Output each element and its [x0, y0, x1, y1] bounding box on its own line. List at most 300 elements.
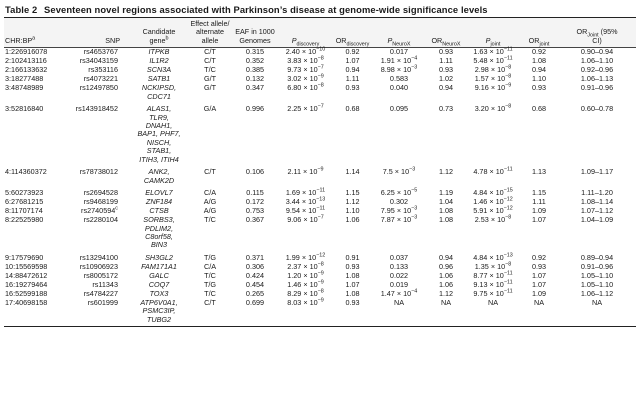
cell-chr-bp: 1:226916078 — [5, 47, 48, 57]
cell-effect-allele: C/A — [203, 188, 217, 198]
cell-or-joint: 0.94 — [531, 65, 547, 75]
cell-effect-allele: C/T — [188, 298, 232, 326]
cell-or-joint: 1.07 — [531, 270, 547, 280]
cell-chr-bp: 14:88472612 — [5, 270, 48, 280]
cell-or-joint-ci: 1.05–1.10 — [580, 279, 614, 289]
cell-p-joint-exponent: −11 — [503, 166, 513, 173]
cell-p-discovery-times-ten: × 10 — [301, 288, 318, 298]
cell-or-discovery: 0.93 — [345, 83, 360, 93]
cell-snp-id: rs2694528 — [83, 188, 118, 198]
cell-effect-allele: T/C — [204, 65, 216, 75]
cell-p-discovery-mantissa: 1.99 — [285, 252, 300, 262]
cell-or-neurox: 1.06 — [438, 279, 454, 289]
cell-p-neurox-mantissa: 0.095 — [389, 104, 409, 114]
cell-or-neurox: 0.93 — [438, 47, 454, 57]
cell-or-discovery: 0.94 — [345, 65, 360, 75]
cell-p-neurox-times-ten: × 10 — [394, 188, 412, 198]
cell-p-discovery — [278, 298, 333, 326]
cell-p-discovery-times-ten: × 10 — [299, 252, 317, 262]
cell-snp-id: rs353116 — [88, 65, 118, 75]
cell-or-joint-ci: NA — [558, 298, 636, 326]
cell-p-discovery-times-ten: × 10 — [300, 188, 317, 198]
gene-name: ITIH3, ITIH4 — [139, 154, 179, 164]
cell-p-discovery-exponent: −11 — [316, 187, 326, 194]
cell-snp-id: rs11343 — [92, 279, 118, 289]
cell-or-joint-ci: 1.04–1.09 — [580, 215, 614, 225]
gene-name: NISCH, — [146, 137, 172, 147]
cell-p-joint-times-ten: × 10 — [488, 65, 506, 75]
cell-p-discovery-mantissa: 8.03 — [287, 297, 302, 307]
cell-or-joint: 0.93 — [531, 83, 547, 93]
cell-p-discovery — [278, 164, 333, 185]
gene-name: GALC — [149, 270, 169, 280]
cell-p-joint-mantissa: 5.91 — [473, 206, 488, 216]
cell-or-joint-ci: 0.91–0.96 — [580, 83, 614, 93]
table-row — [4, 164, 636, 185]
cell-p-neurox-times-ten: × 10 — [394, 215, 412, 225]
cell-p-discovery-exponent: −10 — [316, 46, 326, 53]
cell-p-neurox-times-ten: × 10 — [394, 56, 412, 66]
cell-p-neurox-mantissa: 0.133 — [389, 261, 409, 271]
cell-p-neurox — [372, 101, 426, 164]
cell-snp-id: rs4073221 — [83, 74, 118, 84]
cell-chr-bp: 16:52599188 — [5, 288, 48, 298]
cell-p-joint-exponent: −11 — [503, 279, 513, 286]
cell-p-joint-times-ten: × 10 — [488, 104, 506, 114]
cell-p-neurox — [372, 298, 426, 326]
cell-p-joint-times-ten: × 10 — [487, 56, 504, 66]
cell-candidate-gene — [130, 164, 188, 185]
col-header-p-neurox: $P_{NeuroX}$ — [372, 18, 426, 48]
cell-candidate-gene — [130, 280, 188, 289]
cell-or-joint-ci: 1.06–1.12 — [580, 288, 614, 298]
cell-p-neurox — [372, 185, 426, 197]
gene-name: TOX3 — [149, 288, 169, 298]
cell-p-discovery-mantissa: 2.11 — [287, 167, 302, 177]
cell-candidate-gene — [130, 289, 188, 298]
cell-p-discovery-times-ten: × 10 — [301, 65, 318, 75]
cell-p-joint-times-ten: × 10 — [487, 188, 504, 198]
cell-or-neurox: 1.08 — [438, 206, 454, 216]
cell-p-joint — [466, 216, 520, 250]
cell-p-discovery-exponent: −9 — [317, 297, 324, 304]
cell-or-joint: 0.93 — [531, 261, 547, 271]
cell-p-discovery — [278, 250, 333, 262]
cell-p-discovery-times-ten: × 10 — [299, 197, 317, 207]
cell-or-neurox: 1.19 — [438, 188, 454, 198]
cell-candidate-gene — [130, 262, 188, 271]
cell-or-neurox: 1.04 — [438, 197, 454, 207]
cell-or-discovery: 1.11 — [345, 74, 360, 84]
gene-name: SH3GL2 — [145, 252, 173, 262]
cell-or-discovery: 0.68 — [345, 104, 360, 114]
cell-p-joint-times-ten: × 10 — [487, 288, 504, 298]
cell-p-discovery-mantissa: 9.54 — [285, 206, 301, 216]
cell-chr-bp: 8:11707174 — [5, 206, 43, 216]
gene-name: IL1R2 — [149, 56, 169, 66]
cell-p-discovery-exponent: −8 — [317, 82, 324, 89]
cell-candidate-gene — [130, 84, 188, 101]
cell-snp — [66, 216, 130, 250]
cell-p-joint-mantissa: 9.13 — [473, 279, 488, 289]
cell-p-discovery-exponent: −7 — [317, 64, 324, 71]
table-row — [4, 101, 636, 164]
cell-eaf: 0.753 — [245, 206, 265, 216]
cell-effect-allele: T/G — [203, 279, 217, 289]
cell-p-joint-mantissa: 5.48 — [473, 56, 488, 66]
cell-or-neurox: 1.06 — [438, 270, 454, 280]
cell-or-neurox: NA — [426, 298, 466, 326]
cell-p-discovery-exponent: −13 — [316, 196, 326, 203]
cell-or-joint-ci: 1.07–1.12 — [580, 206, 614, 216]
cell-eaf: 0.265 — [245, 288, 265, 298]
cell-p-neurox-exponent: −4 — [411, 288, 418, 295]
cell-chr-bp: 10:15569598 — [5, 261, 48, 271]
cell-p-joint-times-ten: × 10 — [487, 206, 504, 216]
cell-p-joint-exponent: −9 — [505, 82, 512, 89]
cell-p-joint-mantissa: 1.63 — [473, 47, 488, 57]
cell-p-discovery — [278, 101, 333, 164]
cell-or-joint: 0.68 — [531, 104, 547, 114]
cell-p-neurox-mantissa: 6.25 — [380, 188, 395, 198]
cell-p-joint-times-ten: × 10 — [487, 279, 504, 289]
cell-effect-allele: G/A — [203, 104, 217, 114]
cell-effect-allele: C/T — [204, 56, 216, 66]
cell-p-discovery-mantissa: 1.46 — [287, 279, 302, 289]
col-header-snp: SNP — [66, 18, 130, 48]
col-header-or-joint-ci: $OR_{Joint}$ (95% CI) — [558, 18, 636, 48]
col-header-candidate-gene: Candidate gene$^b$ — [130, 18, 188, 48]
cell-chr-bp: 8:22525980 — [5, 215, 44, 225]
cell-or-neurox: 0.73 — [438, 104, 454, 114]
cell-chr-bp: 3:48748989 — [5, 83, 44, 93]
cell-p-joint — [466, 250, 520, 262]
gene-name: COQ7 — [148, 279, 170, 289]
cell-p-discovery-mantissa: 1.69 — [285, 188, 301, 198]
cell-p-joint-mantissa: 2.98 — [474, 65, 489, 75]
cell-p-discovery-exponent: −9 — [317, 73, 324, 80]
cell-p-discovery-mantissa: 9.73 — [287, 65, 302, 75]
cell-p-neurox-exponent: −3 — [409, 166, 416, 173]
gene-name: PDLIM2, — [144, 223, 174, 233]
cell-p-joint-exponent: −12 — [503, 196, 513, 203]
cell-snp-id: rs4784227 — [83, 288, 118, 298]
gene-name: BIN3 — [150, 240, 168, 250]
cell-candidate-gene — [130, 216, 188, 250]
cell-eaf: 0.352 — [245, 56, 265, 66]
gene-name: NCKIPSD, — [141, 83, 177, 93]
cell-or-joint-ci: 0.89–0.94 — [580, 252, 614, 262]
gene-name: SORBS3, — [143, 215, 175, 225]
cell-or-discovery: 1.08 — [345, 288, 360, 298]
cell-p-neurox-exponent: −5 — [411, 187, 418, 194]
gene-name: FAM171A1 — [141, 261, 177, 271]
cell-p-discovery-exponent: −7 — [317, 214, 324, 221]
gene-name: STAB1, — [146, 146, 172, 156]
gene-name: ELOVL7 — [145, 188, 173, 198]
cell-p-discovery-times-ten: × 10 — [301, 215, 318, 225]
table-row — [4, 84, 636, 101]
cell-p-discovery-times-ten: × 10 — [301, 297, 318, 307]
table-header — [4, 18, 636, 48]
cell-p-neurox-mantissa: 0.583 — [389, 74, 409, 84]
table-caption — [5, 4, 636, 15]
gene-name: SCN3A — [146, 65, 172, 75]
cell-snp — [66, 250, 130, 262]
cell-p-joint-mantissa: 1.46 — [473, 197, 488, 207]
cell-eaf: 0.996 — [245, 104, 265, 114]
cell-p-discovery-times-ten: × 10 — [300, 206, 317, 216]
cell-eaf: 0.424 — [245, 270, 265, 280]
cell-eaf: 0.385 — [245, 65, 265, 75]
cell-effect-allele: A/G — [203, 197, 217, 207]
cell-p-joint-exponent: −11 — [503, 288, 513, 295]
cell-p-joint-mantissa: 4.84 — [473, 252, 488, 262]
cell-p-joint — [466, 101, 520, 164]
col-header-or-neurox: $OR_{NeuroX}$ — [426, 18, 466, 48]
cell-or-joint: 1.08 — [531, 56, 547, 66]
cell-p-discovery-mantissa: 3.02 — [287, 74, 302, 84]
cell-p-joint-exponent: −11 — [503, 46, 513, 53]
cell-or-joint: 1.07 — [531, 215, 547, 225]
cell-p-neurox-mantissa: 0.302 — [389, 197, 409, 207]
table-label: Table 2 — [5, 4, 38, 15]
cell-p-joint-times-ten: × 10 — [488, 261, 506, 271]
cell-effect-allele: A/G — [203, 206, 217, 216]
cell-p-joint-times-ten: × 10 — [488, 74, 506, 84]
cell-p-joint-mantissa: 2.53 — [474, 215, 489, 225]
cell-p-discovery-exponent: −8 — [317, 55, 324, 62]
cell-or-joint: 1.13 — [531, 167, 547, 177]
cell-p-neurox-mantissa: 0.037 — [389, 252, 409, 262]
gene-name: ITPKB — [148, 47, 170, 57]
cell-eaf: 0.315 — [245, 47, 265, 57]
cell-p-joint-exponent: −8 — [505, 103, 512, 110]
cell-eaf: 0.106 — [245, 167, 265, 177]
cell-p-joint-mantissa: 1.57 — [474, 74, 489, 84]
cell-p-neurox-mantissa: 7.5 — [382, 167, 393, 177]
cell-or-neurox: 0.96 — [438, 261, 454, 271]
cell-or-joint-ci: 1.06–1.10 — [580, 56, 614, 66]
results-table — [4, 17, 636, 327]
cell-eaf: 0.115 — [246, 188, 264, 198]
cell-eaf: 0.306 — [245, 261, 265, 271]
cell-p-discovery-mantissa: 6.80 — [287, 83, 302, 93]
cell-or-discovery: 1.12 — [345, 197, 360, 207]
cell-p-joint-times-ten: × 10 — [487, 167, 504, 177]
cell-p-joint-exponent: −15 — [503, 187, 513, 194]
cell-p-joint — [466, 164, 520, 185]
cell-p-joint-exponent: −8 — [505, 73, 512, 80]
cell-eaf: 0.699 — [232, 298, 278, 326]
cell-snp-id: rs143918452 — [75, 104, 118, 114]
cell-or-discovery: 1.08 — [345, 270, 360, 280]
col-header-or-joint: $OR_{joint}$ — [520, 18, 558, 48]
gene-name: TUBG2 — [146, 314, 172, 324]
cell-or-neurox: 0.94 — [438, 252, 454, 262]
cell-p-neurox — [372, 84, 426, 101]
cell-or-discovery: 1.07 — [345, 279, 360, 289]
cell-effect-allele: C/A — [203, 261, 217, 271]
cell-p-joint-times-ten: × 10 — [487, 252, 504, 262]
cell-or-joint: 0.92 — [531, 252, 547, 262]
cell-p-joint-times-ten: × 10 — [487, 47, 504, 57]
col-header-or-discovery: $OR_{discovery}$ — [333, 18, 372, 48]
cell-p-discovery-mantissa: 8.29 — [287, 288, 302, 298]
cell-or-discovery: 0.91 — [345, 252, 360, 262]
cell-p-joint — [466, 298, 520, 326]
cell-p-neurox-mantissa: 0.019 — [389, 279, 409, 289]
cell-or-joint-ci: 0.91–0.96 — [580, 261, 614, 271]
cell-chr-bp: 6:27681215 — [5, 197, 44, 207]
cell-p-neurox-times-ten: × 10 — [394, 288, 412, 298]
cell-p-joint-exponent: −11 — [503, 270, 513, 277]
cell-p-neurox-mantissa: 7.87 — [380, 215, 395, 225]
col-header-eaf: EAF in 1000 Genomes — [232, 18, 278, 48]
cell-p-neurox-exponent: −3 — [411, 205, 418, 212]
gene-name: SATB1 — [147, 74, 171, 84]
cell-p-discovery-exponent: −12 — [316, 252, 326, 259]
cell-or-discovery: 0.93 — [345, 261, 360, 271]
cell-p-joint-exponent: −11 — [503, 55, 513, 62]
cell-p-discovery-exponent: −9 — [317, 166, 324, 173]
cell-or-discovery: 1.07 — [345, 56, 360, 66]
cell-p-discovery-mantissa: 2.37 — [287, 261, 302, 271]
cell-or-neurox: 1.08 — [438, 215, 454, 225]
gene-name: TLR9, — [149, 112, 169, 122]
cell-p-joint-mantissa: 4.78 — [473, 167, 488, 177]
cell-p-discovery-times-ten: × 10 — [301, 83, 318, 93]
cell-p-neurox-mantissa: 0.040 — [389, 83, 409, 93]
cell-p-neurox-times-ten: × 10 — [394, 206, 412, 216]
cell-p-neurox-mantissa: 1.47 — [380, 288, 395, 298]
cell-or-joint-ci: 0.92–0.96 — [580, 65, 614, 75]
cell-eaf: 0.347 — [245, 83, 265, 93]
cell-or-joint-ci: 0.60–0.78 — [580, 104, 614, 114]
cell-p-joint-mantissa: NA — [487, 297, 499, 307]
table-row — [4, 298, 636, 326]
cell-or-neurox: 1.12 — [438, 167, 454, 177]
cell-effect-allele: T/C — [204, 270, 216, 280]
gene-name: PSMC3IP, — [142, 306, 176, 316]
cell-p-neurox-times-ten: × 10 — [394, 65, 412, 75]
cell-effect-allele: G/T — [203, 83, 217, 93]
cell-p-joint-mantissa: 3.20 — [474, 104, 489, 114]
cell-p-neurox-exponent: −3 — [411, 64, 418, 71]
gene-name: ATP6V0A1, — [140, 297, 178, 307]
cell-p-discovery-mantissa: 9.06 — [287, 215, 302, 225]
cell-effect-allele: T/G — [203, 252, 217, 262]
cell-p-neurox-exponent: −4 — [411, 55, 418, 62]
cell-eaf: 0.454 — [245, 279, 265, 289]
table-row — [4, 216, 636, 250]
cell-p-neurox-mantissa: 7.95 — [380, 206, 395, 216]
cell-candidate-gene — [130, 101, 188, 164]
cell-p-discovery-exponent: −9 — [317, 270, 324, 277]
cell-snp-id: rs2280104 — [83, 215, 118, 225]
gene-name: CTSB — [149, 206, 169, 216]
gene-name: CAMK2D — [143, 175, 175, 185]
cell-p-discovery-mantissa: 1.20 — [287, 270, 302, 280]
cell-or-joint-ci: 1.09–1.17 — [580, 167, 614, 177]
cell-p-discovery-mantissa: 3.44 — [285, 197, 300, 207]
cell-p-joint-mantissa: 1.35 — [474, 261, 489, 271]
cell-p-joint-exponent: −8 — [505, 64, 512, 71]
gene-name: ANK2, — [148, 167, 170, 177]
cell-p-joint-mantissa: 9.16 — [474, 83, 489, 93]
cell-p-joint-times-ten: × 10 — [488, 215, 506, 225]
table-body — [4, 47, 636, 326]
cell-p-discovery-exponent: −11 — [316, 205, 326, 212]
cell-p-neurox — [372, 250, 426, 262]
cell-p-neurox-mantissa: 0.017 — [389, 47, 409, 57]
col-header-effect-allele: Effect allele/ alternate allele — [188, 18, 232, 48]
cell-p-discovery-exponent: −8 — [317, 288, 324, 295]
cell-candidate-gene — [130, 185, 188, 197]
cell-eaf: 0.367 — [245, 215, 265, 225]
cell-eaf: 0.132 — [245, 74, 265, 84]
cell-or-discovery: 0.93 — [333, 298, 372, 326]
cell-snp-id: rs78738012 — [79, 167, 118, 177]
cell-p-neurox-times-ten: × 10 — [392, 167, 410, 177]
cell-chr-bp: 5:60273923 — [5, 188, 44, 198]
cell-chr-bp: 9:17579690 — [5, 252, 44, 262]
cell-or-joint: 1.09 — [531, 288, 547, 298]
cell-chr-bp: 2:102413116 — [5, 56, 47, 66]
cell-p-neurox-mantissa: 0.022 — [389, 270, 409, 280]
cell-or-neurox: 0.94 — [438, 83, 454, 93]
gene-name: C8orf58, — [145, 231, 173, 241]
gene-name: CDC71 — [147, 91, 171, 101]
cell-p-discovery-mantissa: 3.83 — [287, 56, 302, 66]
col-header-chr-bp: $CHR:BP^a$ — [4, 18, 66, 48]
cell-or-neurox: 1.02 — [438, 74, 454, 84]
cell-or-joint: 0.92 — [531, 47, 547, 57]
cell-or-joint: 1.15 — [531, 188, 547, 198]
gene-name: DNAH1, — [145, 121, 173, 131]
cell-effect-allele: T/C — [204, 288, 216, 298]
cell-effect-allele: T/C — [204, 215, 216, 225]
cell-p-joint-mantissa: 8.77 — [473, 270, 488, 280]
cell-p-neurox-mantissa: NA — [393, 297, 405, 307]
cell-p-joint-exponent: −13 — [503, 252, 513, 259]
cell-p-joint — [466, 84, 520, 101]
cell-or-joint-ci: 1.08–1.14 — [580, 197, 614, 207]
cell-p-discovery-times-ten: × 10 — [301, 270, 318, 280]
cell-p-discovery-exponent: −9 — [317, 279, 324, 286]
cell-p-neurox-exponent: −3 — [411, 214, 418, 221]
cell-p-joint-times-ten: × 10 — [488, 83, 506, 93]
cell-p-neurox-mantissa: 8.98 — [380, 65, 395, 75]
col-header-p-discovery: $P_{discovery}$ — [278, 18, 333, 48]
cell-snp-id: rs10906923 — [79, 261, 118, 271]
cell-candidate-gene — [130, 271, 188, 280]
cell-or-discovery: 0.92 — [345, 47, 360, 57]
cell-snp-id: rs601999 — [87, 297, 118, 307]
cell-or-joint: 1.09 — [531, 206, 547, 216]
cell-p-joint-mantissa: 9.75 — [473, 288, 488, 298]
cell-chr-bp: 4:114360372 — [5, 167, 47, 177]
cell-p-neurox — [372, 164, 426, 185]
cell-snp-footnote: c — [115, 205, 118, 212]
cell-p-discovery-mantissa: 2.40 — [285, 47, 300, 57]
cell-or-discovery: 1.06 — [345, 215, 360, 225]
gene-name: BAP1, PHF7, — [137, 129, 181, 139]
cell-or-joint: 1.11 — [532, 197, 546, 207]
cell-p-joint-mantissa: 4.84 — [473, 188, 488, 198]
cell-or-joint-ci: 0.90–0.94 — [580, 47, 614, 57]
cell-effect-allele: G/T — [203, 74, 217, 84]
